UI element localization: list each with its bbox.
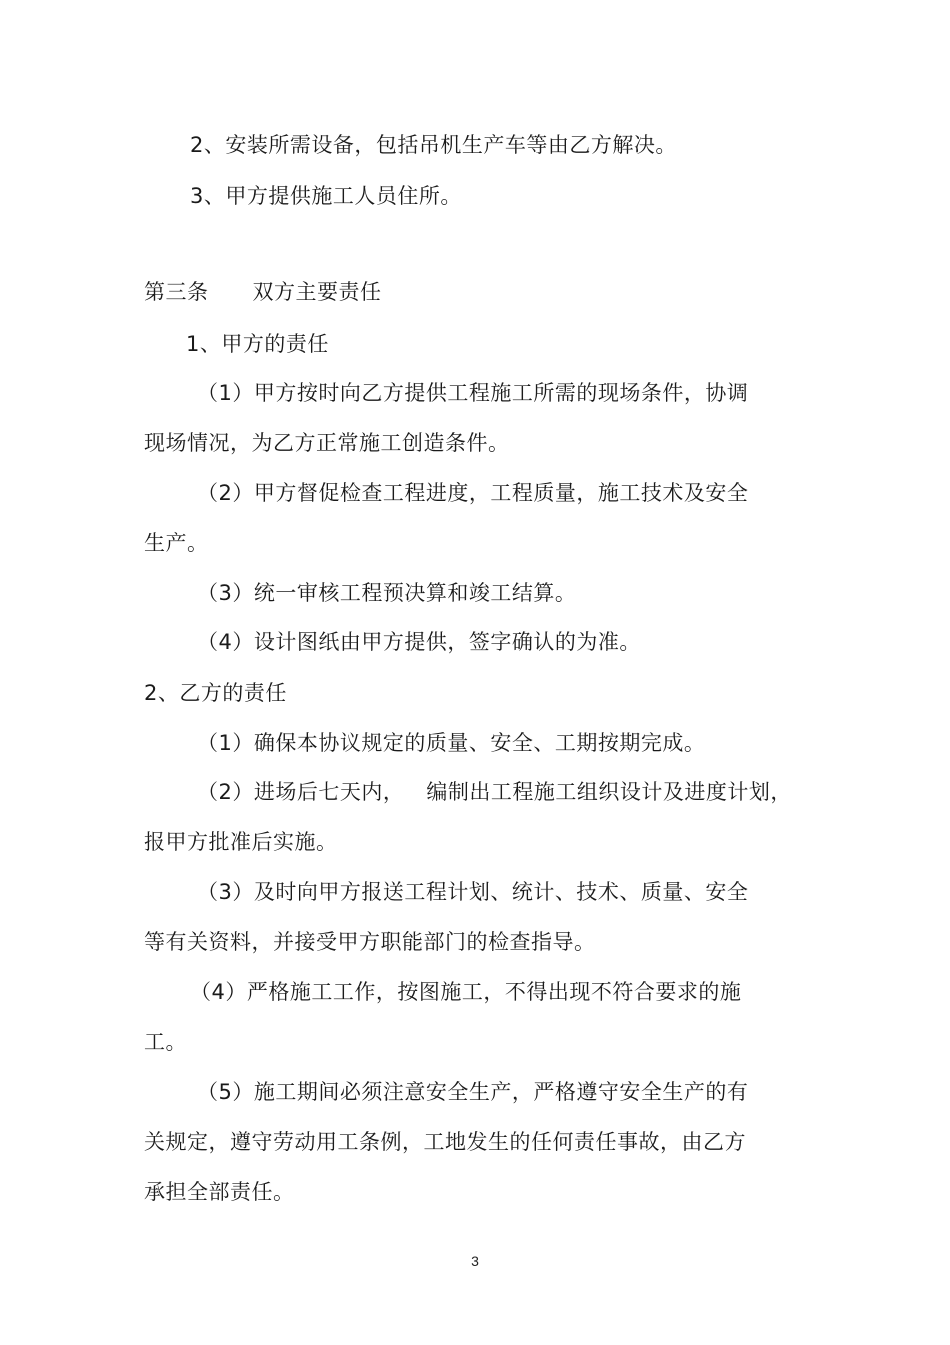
page-number: 3 xyxy=(471,1253,479,1269)
party-b-clause-2 xyxy=(197,777,792,807)
party-b-clause-2-cont: 报甲方批准后实施。 xyxy=(144,830,338,854)
article-title: 双方主要责任 xyxy=(252,280,382,304)
party-a-clause-4: （4）设计图纸由甲方提供，签字确认的为准。 xyxy=(197,630,641,654)
party-b-clause-4: （4）严格施工工作，按图施工，不得出现不符合要求的施 xyxy=(190,980,742,1004)
party-b-clause-3: （3）及时向甲方报送工程计划、统计、技术、质量、安全 xyxy=(197,880,749,904)
party-a-clause-1: （1）甲方按时向乙方提供工程施工所需的现场条件，协调 xyxy=(197,381,749,405)
party-a-clause-1-cont: 现场情况，为乙方正常施工创造条件。 xyxy=(144,431,510,455)
section-party-a: 1、甲方的责任 xyxy=(186,332,329,356)
party-b-clause-1: （1）确保本协议规定的质量、安全、工期按期完成。 xyxy=(197,731,706,755)
party-b-clause-5: （5）施工期间必须注意安全生产，严格遵守安全生产的有 xyxy=(197,1080,749,1104)
item-accommodation: 3、甲方提供施工人员住所。 xyxy=(190,184,462,208)
party-a-clause-2: （2）甲方督促检查工程进度，工程质量，施工技术及安全 xyxy=(197,481,749,505)
party-a-clause-3: （3）统一审核工程预决算和竣工结算。 xyxy=(197,581,577,605)
party-b-clause-3-cont: 等有关资料，并接受甲方职能部门的检查指导。 xyxy=(144,930,596,954)
party-b-clause-2-part-2: 编制出工程施工组织设计及进度计划， xyxy=(426,780,792,804)
party-a-clause-2-cont: 生产。 xyxy=(144,531,209,555)
article-number: 第三条 xyxy=(144,280,209,304)
party-b-clause-5-cont-2: 承担全部责任。 xyxy=(144,1180,295,1204)
party-b-clause-5-cont-1: 关规定，遵守劳动用工条例，工地发生的任何责任事故，由乙方 xyxy=(144,1130,746,1154)
section-party-b: 2、乙方的责任 xyxy=(144,681,287,705)
article-heading xyxy=(144,277,382,307)
party-b-clause-4-cont: 工。 xyxy=(144,1030,187,1054)
party-b-clause-2-part-1: （2）进场后七天内， xyxy=(197,780,405,804)
item-equipment: 2、安装所需设备，包括吊机生产车等由乙方解决。 xyxy=(190,133,677,157)
